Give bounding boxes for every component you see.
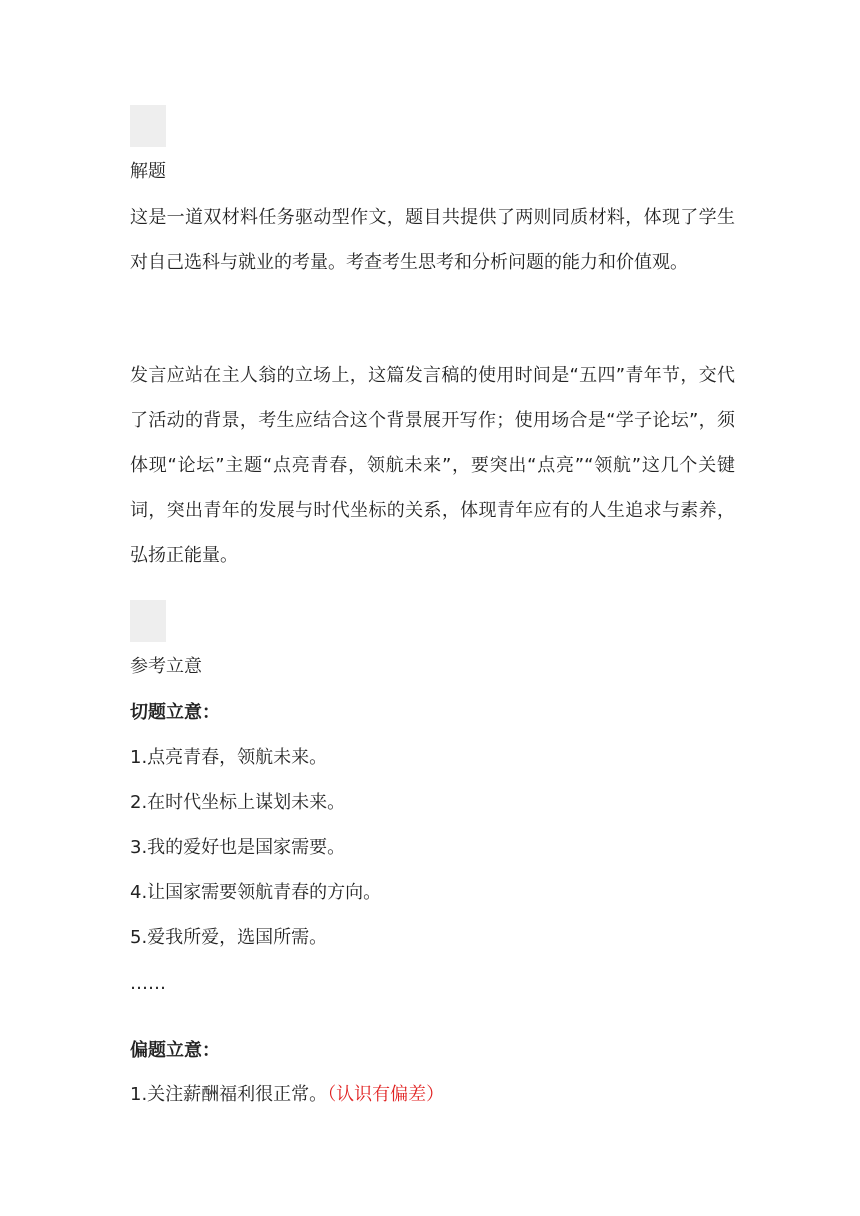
on-topic-item: 3.我的爱好也是国家需要。 — [130, 837, 346, 858]
analysis-paragraph-2: 发言应站在主人翁的立场上，这篇发言稿的使用时间是“五四”青年节，交代了活动的背景，考生应结合这个背景展开写作；使用场合是“学子论坛”，须体现“论坛”主题“点亮青春，领航未来”，要突出“点亮”“领航”这几个关键词，突出青年的发展与时代坐标的关系，体现青年应有的人生追求与素养，弘扬正能量。 — [130, 365, 735, 566]
section-icon-placeholder — [130, 600, 166, 642]
ellipsis: …… — [130, 973, 166, 994]
on-topic-item: 4.让国家需要领航青春的方向。 — [130, 882, 382, 903]
analysis-paragraph-1: 这是一道双材料任务驱动型作文，题目共提供了两则同质材料，体现了学生对自己选科与就业的考量。考查考生思考和分析问题的能力和价值观。 — [130, 207, 735, 273]
off-topic-label: 偏题立意： — [130, 1040, 220, 1061]
on-topic-item: 2.在时代坐标上谋划未来。 — [130, 792, 346, 813]
section-heading-jieti: 解题 — [130, 161, 166, 182]
section-heading-reference: 参考立意 — [130, 656, 202, 677]
off-topic-item-note: （认识有偏差） — [327, 1084, 445, 1105]
off-topic-item-text: 1.关注薪酬福利很正常。 — [130, 1084, 328, 1105]
on-topic-label: 切题立意： — [130, 702, 220, 723]
off-topic-item — [130, 1083, 444, 1107]
on-topic-item: 1.点亮青春，领航未来。 — [130, 747, 328, 768]
on-topic-item: 5.爱我所爱，选国所需。 — [130, 927, 328, 948]
section-icon-placeholder — [130, 105, 166, 147]
